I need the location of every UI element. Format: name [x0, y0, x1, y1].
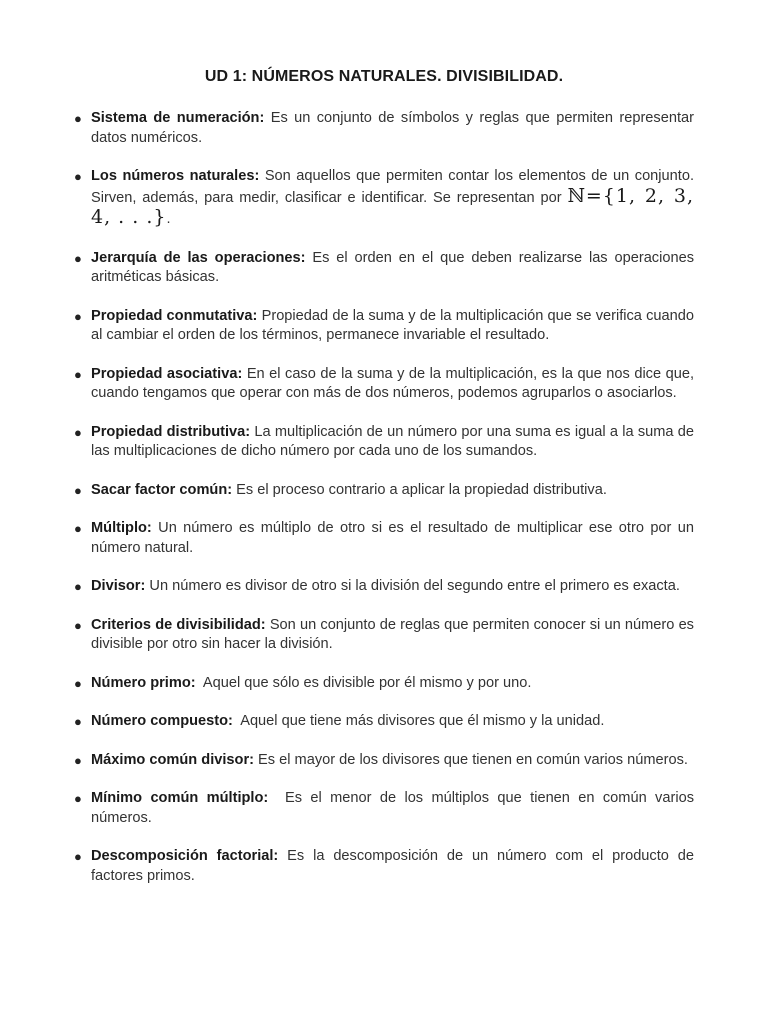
definition-text: Es el orden en el que deben realizarse las operaciones aritméticas básicas.: [91, 249, 694, 285]
definition-text-end: .: [166, 211, 171, 227]
list-item: [74, 249, 694, 288]
definition-text: Propiedad de la suma y de la multiplicación que se verifica cuando al cambiar el orden de los términos, permanece invariable el resultado.: [91, 307, 694, 343]
definition-text: Aquel que tiene más divisores que él mismo y la unidad.: [232, 713, 605, 729]
definition-term: Propiedad asociativa:: [91, 365, 243, 382]
list-item: [74, 109, 694, 148]
definition-text: Es un conjunto de símbolos y reglas que permiten representar datos numéricos.: [91, 110, 694, 146]
list-item: [74, 481, 694, 501]
definition-text: Es el menor de los múltiplos que tienen en común varios números.: [91, 790, 699, 826]
definitions-list: [74, 109, 699, 886]
list-item: [74, 847, 694, 886]
definition-term: Propiedad conmutativa:: [91, 307, 258, 324]
list-item: [74, 577, 694, 597]
bullet-icon: ●: [74, 752, 82, 768]
bullet-icon: ●: [74, 791, 82, 806]
bullet-icon: ●: [74, 714, 82, 729]
definition-text: Un número es divisor de otro si la división del segundo entre el primero es exacta.: [145, 578, 680, 594]
list-item: [74, 674, 694, 694]
definition-term: Criterios de divisibilidad:: [91, 616, 266, 633]
bullet-icon: ●: [74, 424, 82, 440]
definition-term: Máximo común divisor:: [91, 751, 254, 768]
bullet-icon: ●: [74, 366, 82, 382]
definition-term: Sacar factor común:: [91, 481, 233, 498]
list-item: [74, 423, 694, 462]
list-item: [74, 365, 694, 404]
definition-text: La multiplicación de un número por una suma es igual a la suma de las multiplicaciones de dicho número por cada uno de los sumandos.: [91, 423, 695, 459]
bullet-icon: ●: [74, 111, 82, 126]
list-item: [74, 712, 694, 732]
definition-text: En el caso de la suma y de la multiplicación, es la que nos dice que, cuando tengamos que operar con más de dos números, podemos agruparlos o asociarlos.: [91, 365, 694, 401]
definition-text: Son un conjunto de reglas que permiten conocer si un número es divisible por otro sin hacer la división.: [91, 616, 694, 652]
bullet-icon: ●: [74, 482, 82, 498]
bullet-icon: ●: [74, 579, 82, 594]
list-item: [74, 307, 694, 346]
definition-text: Aquel que sólo es divisible por él mismo y por uno.: [195, 674, 532, 691]
definition-term: Descomposición factorial:: [91, 848, 279, 864]
bullet-icon: ●: [74, 617, 82, 633]
definition-term: Múltiplo:: [91, 520, 152, 536]
natural-numbers-formula: ℕ={1, 2, 3, 4, . . .}: [91, 184, 694, 228]
definition-term: Jerarquía de las operaciones:: [91, 249, 306, 266]
definition-term: Los números naturales:: [91, 168, 260, 184]
definition-term: Mínimo común múltiplo:: [91, 790, 269, 806]
list-item: [74, 519, 694, 558]
definition-term: Número compuesto:: [91, 713, 233, 729]
definition-term: Sistema de numeración:: [91, 110, 265, 126]
definition-text: Son aquellos que permiten contar los elementos de un conjunto. Sirven, además, para medir, clasificar e identificar. Se representan por: [91, 168, 695, 206]
bullet-icon: ●: [74, 675, 82, 691]
page-title: UD 1: NÚMEROS NATURALES. DIVISIBILIDAD.: [204, 68, 564, 85]
list-item: [74, 789, 699, 828]
bullet-icon: ●: [74, 250, 82, 266]
definition-term: Propiedad distributiva:: [91, 423, 251, 440]
bullet-icon: ●: [74, 849, 82, 864]
definition-term: Número primo:: [91, 674, 196, 691]
definition-text: Es el proceso contrario a aplicar la propiedad distributiva.: [232, 481, 607, 498]
definition-text: Un número es múltiplo de otro si es el resultado de multiplicar ese otro por un número natural.: [91, 520, 694, 556]
list-item: [74, 167, 694, 230]
list-item: [74, 616, 694, 655]
definition-term: Divisor:: [91, 578, 146, 594]
bullet-icon: ●: [74, 169, 82, 184]
list-item: [74, 751, 694, 771]
definition-text: Es la descomposición de un número com el producto de factores primos.: [91, 848, 695, 884]
definition-text: Es el mayor de los divisores que tienen en común varios números.: [254, 751, 688, 768]
bullet-icon: ●: [74, 308, 82, 324]
bullet-icon: ●: [74, 521, 82, 536]
